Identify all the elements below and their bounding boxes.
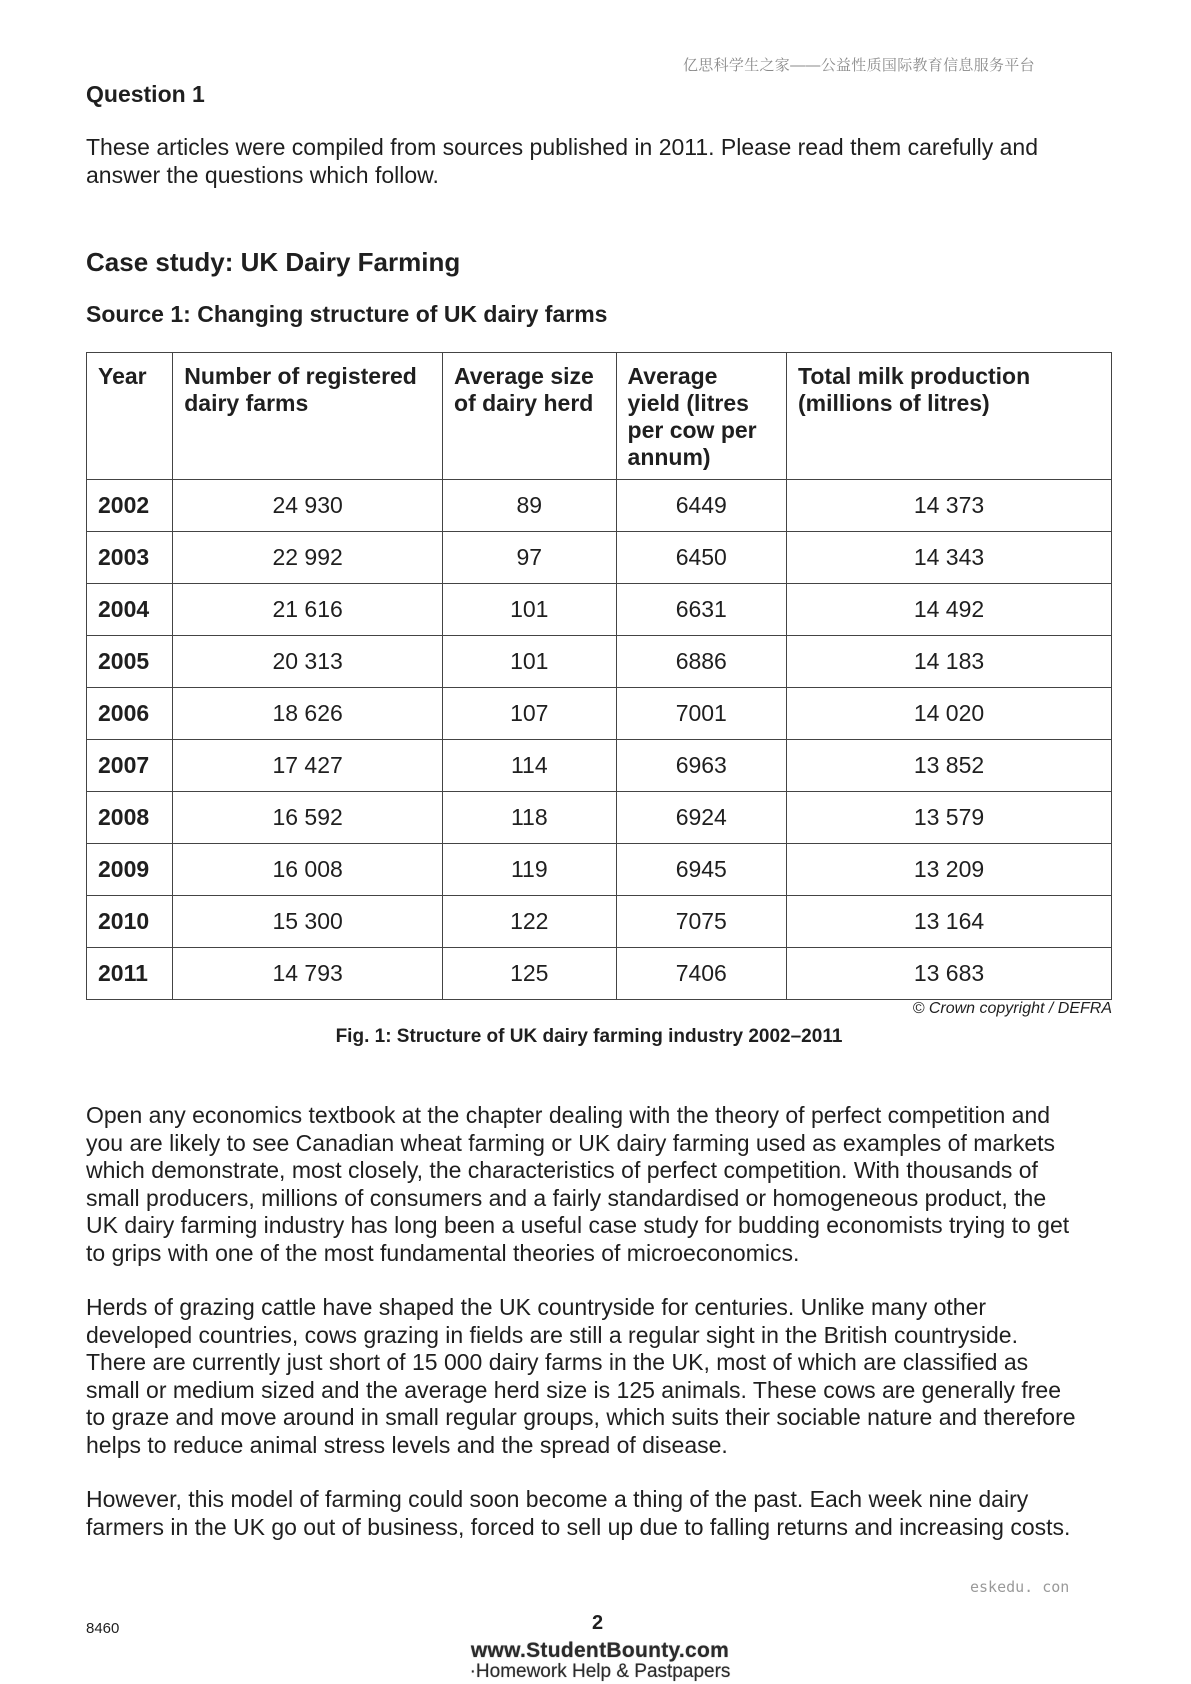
cell-farms: 21 616 [173, 584, 443, 636]
table-row [87, 480, 1112, 532]
cell-farms: 17 427 [173, 740, 443, 792]
cell-herd: 101 [443, 584, 617, 636]
cell-year: 2010 [87, 896, 173, 948]
cell-farms: 20 313 [173, 636, 443, 688]
cell-yield: 7001 [616, 688, 786, 740]
header-watermark-note: 亿思科学生之家——公益性质国际教育信息服务平台 [683, 57, 1035, 74]
header-herd-size: Average size of dairy herd [443, 353, 617, 480]
paragraph: Open any economics textbook at the chapter dealing with the theory of perfect competition and you are likely to see Canadian wheat farming or UK dairy farming used as examples of markets which demonstrate, most closely, the characteristics of perfect competition. With thousands of small producers, millions of consumers and a fairly standardised or homogeneous product, the UK dairy farming industry has long been a useful case study for budding economists trying to get to grips with one of the most fundamental theories of microeconomics. [86, 1102, 1070, 1266]
cell-farms: 24 930 [173, 480, 443, 532]
cell-yield: 6963 [616, 740, 786, 792]
logo-tagline: ·Homework Help & Pastpapers [469, 1661, 731, 1682]
cell-yield: 7075 [616, 896, 786, 948]
cell-year: 2006 [87, 688, 173, 740]
cell-farms: 14 793 [173, 948, 443, 1000]
question-heading: Question 1 [86, 81, 205, 107]
cell-farms: 16 592 [173, 792, 443, 844]
cell-farms: 18 626 [173, 688, 443, 740]
cell-yield: 6631 [616, 584, 786, 636]
header-registered-farms: Number of registered dairy farms [173, 353, 443, 480]
cell-herd: 114 [443, 740, 617, 792]
cell-year: 2011 [87, 948, 173, 1000]
page-number: 2 [592, 1612, 604, 1634]
cell-herd: 101 [443, 636, 617, 688]
cell-total: 13 209 [787, 844, 1112, 896]
cell-total: 13 579 [787, 792, 1112, 844]
cell-herd: 89 [443, 480, 617, 532]
table-header-row [87, 353, 1112, 480]
cell-yield: 7406 [616, 948, 786, 1000]
cell-yield: 6924 [616, 792, 786, 844]
header-total-production: Total milk production (millions of litres) [787, 353, 1112, 480]
cell-year: 2005 [87, 636, 173, 688]
paragraph: However, this model of farming could soon become a thing of the past. Each week nine dairy farmers in the UK go out of business, forced to sell up due to falling returns and increasing costs. [86, 1486, 1071, 1540]
table-row [87, 948, 1112, 1000]
cell-year: 2003 [87, 532, 173, 584]
page-code: 8460 [86, 1620, 120, 1637]
cell-year: 2008 [87, 792, 173, 844]
footer-watermark: eskedu. con [970, 1578, 1070, 1596]
dairy-farm-table [86, 352, 1112, 1000]
table-row [87, 636, 1112, 688]
cell-herd: 125 [443, 948, 617, 1000]
cell-year: 2007 [87, 740, 173, 792]
cell-yield: 6945 [616, 844, 786, 896]
article-body [86, 1102, 1126, 1568]
header-average-yield: Average yield (litres per cow per annum) [616, 353, 786, 480]
studentbounty-logo [450, 1640, 750, 1682]
header-year: Year [87, 353, 173, 480]
source-title: Source 1: Changing structure of UK dairy farms [86, 301, 608, 327]
case-study-title: Case study: UK Dairy Farming [86, 247, 461, 277]
table-row [87, 532, 1112, 584]
table-row [87, 896, 1112, 948]
cell-herd: 118 [443, 792, 617, 844]
cell-herd: 119 [443, 844, 617, 896]
cell-farms: 16 008 [173, 844, 443, 896]
cell-total: 14 373 [787, 480, 1112, 532]
cell-total: 14 020 [787, 688, 1112, 740]
cell-total: 13 852 [787, 740, 1112, 792]
cell-herd: 122 [443, 896, 617, 948]
cell-year: 2004 [87, 584, 173, 636]
cell-farms: 15 300 [173, 896, 443, 948]
cell-herd: 107 [443, 688, 617, 740]
figure-caption: Fig. 1: Structure of UK dairy farming industry 2002–2011 [335, 1026, 843, 1047]
cell-year: 2002 [87, 480, 173, 532]
cell-year: 2009 [87, 844, 173, 896]
copyright-note: © Crown copyright / DEFRA [912, 1000, 1112, 1017]
table-row [87, 688, 1112, 740]
cell-yield: 6450 [616, 532, 786, 584]
cell-yield: 6886 [616, 636, 786, 688]
document-top-section [86, 80, 1112, 328]
table-row [87, 792, 1112, 844]
logo-url: www.StudentBounty.com [470, 1639, 730, 1662]
question-intro: These articles were compiled from sources published in 2011. Please read them carefully and answer the questions which follow. [86, 134, 1039, 188]
table-row [87, 584, 1112, 636]
cell-total: 14 183 [787, 636, 1112, 688]
table-row [87, 844, 1112, 896]
cell-yield: 6449 [616, 480, 786, 532]
cell-total: 13 683 [787, 948, 1112, 1000]
cell-total: 13 164 [787, 896, 1112, 948]
cell-total: 14 343 [787, 532, 1112, 584]
cell-farms: 22 992 [173, 532, 443, 584]
cell-total: 14 492 [787, 584, 1112, 636]
table-row [87, 740, 1112, 792]
cell-herd: 97 [443, 532, 617, 584]
paragraph: Herds of grazing cattle have shaped the UK countryside for centuries. Unlike many other developed countries, cows grazing in fields are still a regular sight in the British countryside. There are currently just short of 15 000 dairy farms in the UK, most of which are classified as small or medium sized and the average herd size is 125 animals. These cows are generally free to graze and move around in small regular groups, which suits their sociable nature and therefore helps to reduce animal stress levels and the spread of disease. [86, 1294, 1076, 1458]
